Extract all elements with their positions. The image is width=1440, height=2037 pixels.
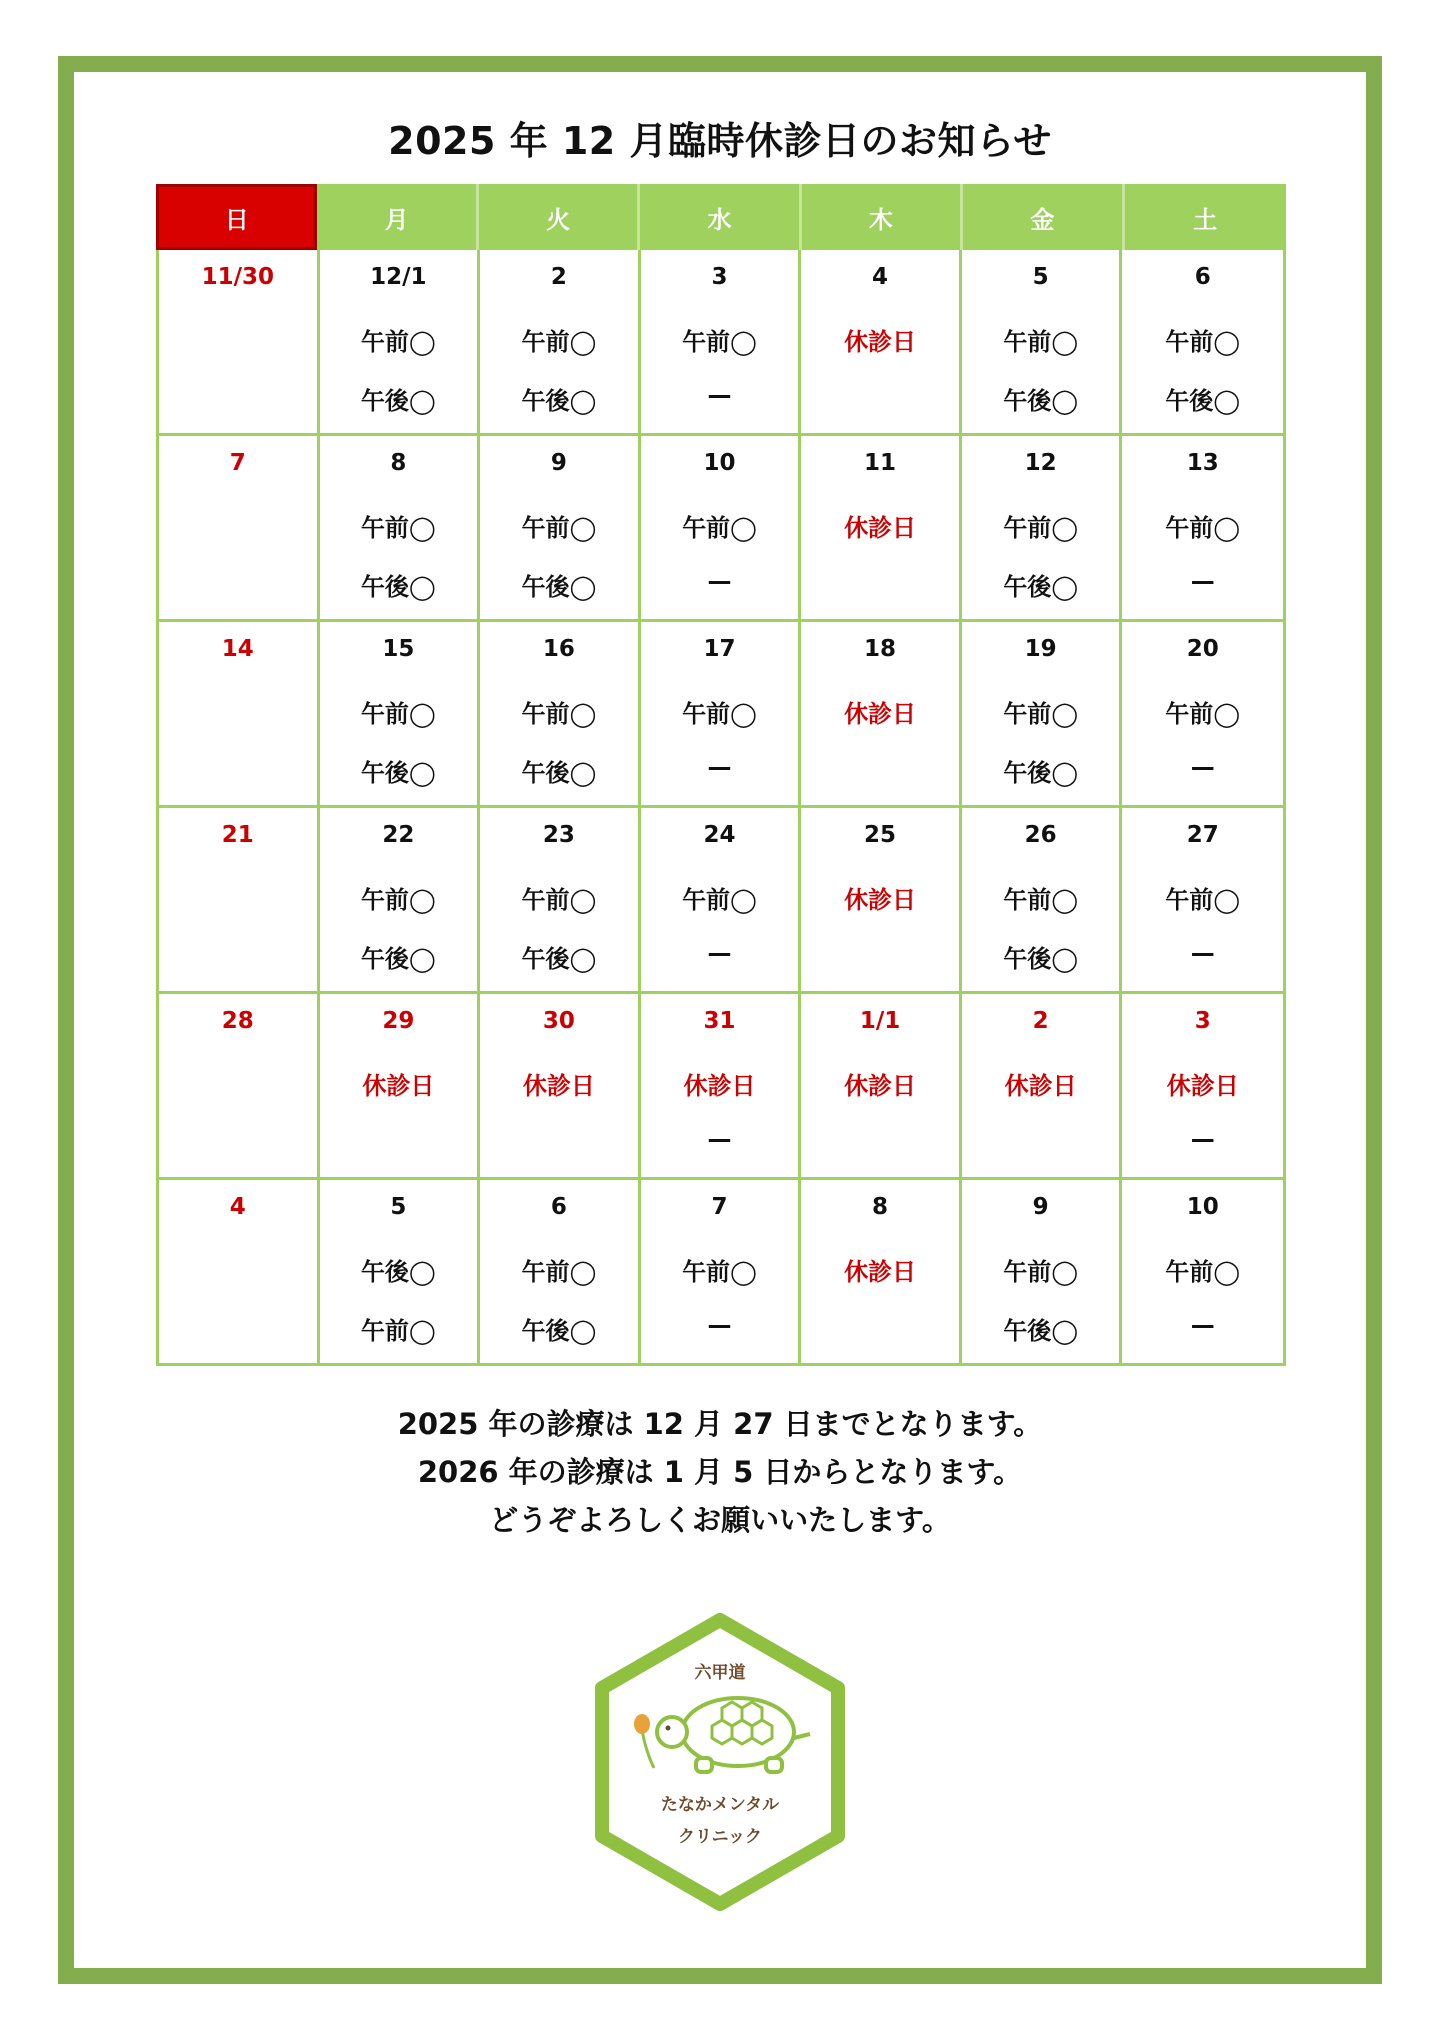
- day-date: 13: [1186, 450, 1219, 476]
- afternoon-status: 午後◯: [521, 573, 597, 601]
- weekday-sun: 日: [156, 184, 317, 250]
- morning-status: 午前◯: [1165, 328, 1241, 356]
- weekday-tue: 火: [479, 184, 640, 250]
- day-date: 16: [542, 636, 575, 662]
- day-cell: [159, 808, 320, 991]
- day-cell: [320, 994, 481, 1177]
- day-date: 25: [864, 822, 897, 848]
- afternoon-status: —: [1190, 939, 1215, 967]
- page-title: 2025 年 12 月臨時休診日のお知らせ: [388, 119, 1052, 163]
- day-date: 23: [542, 822, 575, 848]
- day-date: 31: [703, 1008, 736, 1034]
- notice-line-1: 2025 年の診療は 12 月 27 日までとなります。: [397, 1407, 1043, 1441]
- afternoon-status: 午後◯: [521, 945, 597, 973]
- afternoon-status: —: [1190, 1311, 1215, 1339]
- day-date: 6: [550, 1194, 567, 1220]
- day-date: 5: [1032, 264, 1049, 290]
- day-cell: [962, 250, 1123, 433]
- closed-day-label: 休診日: [1166, 1072, 1239, 1100]
- calendar-weeks: [156, 250, 1286, 1366]
- calendar-week-row: [159, 250, 1283, 433]
- afternoon-status: —: [1190, 753, 1215, 781]
- day-cell: [1122, 994, 1283, 1177]
- calendar-week-row: [159, 619, 1283, 805]
- day-date: 1/1: [859, 1008, 901, 1034]
- notice-text: [0, 1400, 1440, 1544]
- closed-day-label: 休診日: [522, 1072, 595, 1100]
- day-date: 18: [864, 636, 897, 662]
- day-date: 7: [229, 450, 246, 476]
- day-date: 4: [872, 264, 889, 290]
- weekday-sat: 土: [1125, 184, 1286, 250]
- day-date: 8: [872, 1194, 889, 1220]
- afternoon-status: —: [707, 939, 732, 967]
- day-cell: [962, 436, 1123, 619]
- day-cell: [320, 622, 481, 805]
- day-date: 14: [221, 636, 254, 662]
- morning-status: 午前◯: [521, 1258, 597, 1286]
- day-cell: [1122, 250, 1283, 433]
- day-cell: [801, 436, 962, 619]
- morning-status: 午前◯: [360, 514, 436, 542]
- day-cell: [480, 436, 641, 619]
- day-date: 6: [1194, 264, 1211, 290]
- closed-day-label: 休診日: [844, 700, 917, 728]
- day-cell: [159, 250, 320, 433]
- closed-day-label: 休診日: [844, 1072, 917, 1100]
- calendar-week-row: [159, 805, 1283, 991]
- calendar-week-row: [159, 433, 1283, 619]
- morning-status: 午前◯: [1003, 700, 1079, 728]
- day-date: 12/1: [370, 264, 427, 290]
- day-cell: [641, 622, 802, 805]
- morning-status: 午前◯: [521, 700, 597, 728]
- day-cell: [641, 250, 802, 433]
- morning-status: 午前◯: [521, 514, 597, 542]
- day-cell: [962, 622, 1123, 805]
- day-cell: [801, 250, 962, 433]
- day-cell: [480, 1180, 641, 1363]
- day-date: 10: [703, 450, 736, 476]
- day-date: 29: [382, 1008, 415, 1034]
- day-cell: [801, 994, 962, 1177]
- afternoon-status: 午後◯: [1165, 387, 1241, 415]
- afternoon-status: —: [707, 1125, 732, 1153]
- morning-status: 午前◯: [360, 328, 436, 356]
- day-date: 17: [703, 636, 736, 662]
- afternoon-status: —: [1190, 1125, 1215, 1153]
- day-date: 3: [711, 264, 728, 290]
- day-date: 11: [864, 450, 897, 476]
- day-cell: [480, 622, 641, 805]
- day-date: 19: [1024, 636, 1057, 662]
- day-date: 21: [221, 822, 254, 848]
- afternoon-status: —: [707, 567, 732, 595]
- morning-status: 午前◯: [682, 514, 757, 542]
- day-cell: [641, 808, 802, 991]
- day-date: 9: [550, 450, 567, 476]
- afternoon-status: 午後◯: [1003, 759, 1079, 787]
- day-date: 11/30: [201, 264, 274, 290]
- afternoon-status: 午後◯: [521, 759, 597, 787]
- day-date: 15: [382, 636, 415, 662]
- day-cell: [801, 808, 962, 991]
- day-cell: [1122, 436, 1283, 619]
- day-date: 27: [1186, 822, 1219, 848]
- afternoon-status: 午前◯: [360, 1317, 436, 1345]
- weekday-fri: 金: [963, 184, 1124, 250]
- afternoon-status: —: [707, 1311, 732, 1339]
- morning-status: 午前◯: [360, 700, 436, 728]
- weekday-header: [156, 184, 1286, 250]
- day-date: 20: [1186, 636, 1219, 662]
- day-cell: [1122, 622, 1283, 805]
- morning-status: 午前◯: [1165, 1258, 1241, 1286]
- day-date: 2: [550, 264, 567, 290]
- closed-day-label: 休診日: [844, 514, 917, 542]
- day-cell: [320, 808, 481, 991]
- closed-day-label: 休診日: [844, 328, 917, 356]
- afternoon-status: 午後◯: [1003, 1317, 1079, 1345]
- day-date: 5: [390, 1194, 407, 1220]
- afternoon-status: 午後◯: [1003, 573, 1079, 601]
- morning-status: 午前◯: [1165, 700, 1241, 728]
- closed-day-label: 休診日: [683, 1072, 756, 1100]
- afternoon-status: —: [1190, 567, 1215, 595]
- morning-status: 午前◯: [1165, 514, 1241, 542]
- morning-status: 午前◯: [682, 1258, 757, 1286]
- day-cell: [641, 436, 802, 619]
- afternoon-status: 午後◯: [360, 573, 436, 601]
- weekday-wed: 水: [640, 184, 801, 250]
- afternoon-status: 午後◯: [521, 387, 597, 415]
- clinic-logo: [588, 1612, 852, 1912]
- day-cell: [159, 622, 320, 805]
- weekday-thu: 木: [802, 184, 963, 250]
- day-date: 9: [1032, 1194, 1049, 1220]
- logo-area-name: 六甲道: [694, 1663, 746, 1683]
- morning-status: 午後◯: [360, 1258, 436, 1286]
- day-date: 30: [542, 1008, 575, 1034]
- afternoon-status: —: [707, 381, 732, 409]
- morning-status: 午前◯: [1003, 514, 1079, 542]
- closed-day-label: 休診日: [1004, 1072, 1077, 1100]
- notice-line-2: 2026 年の診療は 1 月 5 日からとなります。: [417, 1455, 1023, 1489]
- day-date: 24: [703, 822, 736, 848]
- logo-clinic-name-line1: たなかメンタル: [660, 1795, 780, 1815]
- day-cell: [159, 1180, 320, 1363]
- day-cell: [1122, 808, 1283, 991]
- day-cell: [962, 1180, 1123, 1363]
- logo-clinic-name-line2: クリニック: [678, 1827, 762, 1847]
- day-cell: [641, 1180, 802, 1363]
- day-date: 7: [711, 1194, 728, 1220]
- afternoon-status: 午後◯: [1003, 387, 1079, 415]
- day-date: 22: [382, 822, 415, 848]
- day-date: 4: [229, 1194, 246, 1220]
- day-date: 2: [1032, 1008, 1049, 1034]
- morning-status: 午前◯: [1003, 1258, 1079, 1286]
- day-cell: [159, 436, 320, 619]
- day-cell: [480, 808, 641, 991]
- calendar-week-row: [159, 991, 1283, 1177]
- closed-day-label: 休診日: [844, 886, 917, 914]
- closed-day-label: 休診日: [844, 1258, 917, 1286]
- day-cell: [962, 808, 1123, 991]
- day-date: 12: [1024, 450, 1057, 476]
- calendar-table: [156, 184, 1286, 1366]
- morning-status: 午前◯: [682, 886, 757, 914]
- closed-day-label: 休診日: [362, 1072, 435, 1100]
- day-cell: [320, 436, 481, 619]
- day-cell: [801, 622, 962, 805]
- day-cell: [320, 250, 481, 433]
- day-date: 10: [1186, 1194, 1219, 1220]
- day-cell: [480, 994, 641, 1177]
- weekday-mon: 月: [317, 184, 478, 250]
- afternoon-status: —: [707, 753, 732, 781]
- morning-status: 午前◯: [682, 328, 757, 356]
- morning-status: 午前◯: [682, 700, 757, 728]
- day-date: 8: [390, 450, 407, 476]
- morning-status: 午前◯: [521, 886, 597, 914]
- day-cell: [1122, 1180, 1283, 1363]
- calendar-week-row: [159, 1177, 1283, 1363]
- morning-status: 午前◯: [1003, 328, 1079, 356]
- day-date: 26: [1024, 822, 1057, 848]
- afternoon-status: 午後◯: [360, 945, 436, 973]
- morning-status: 午前◯: [1003, 886, 1079, 914]
- day-cell: [641, 994, 802, 1177]
- day-cell: [801, 1180, 962, 1363]
- day-cell: [962, 994, 1123, 1177]
- day-date: 28: [221, 1008, 254, 1034]
- day-cell: [480, 250, 641, 433]
- morning-status: 午前◯: [1165, 886, 1241, 914]
- afternoon-status: 午後◯: [360, 759, 436, 787]
- morning-status: 午前◯: [360, 886, 436, 914]
- afternoon-status: 午後◯: [521, 1317, 597, 1345]
- day-cell: [320, 1180, 481, 1363]
- morning-status: 午前◯: [521, 328, 597, 356]
- afternoon-status: 午後◯: [1003, 945, 1079, 973]
- day-date: 3: [1194, 1008, 1211, 1034]
- notice-line-3: どうぞよろしくお願いいたします。: [489, 1503, 951, 1537]
- day-cell: [159, 994, 320, 1177]
- afternoon-status: 午後◯: [360, 387, 436, 415]
